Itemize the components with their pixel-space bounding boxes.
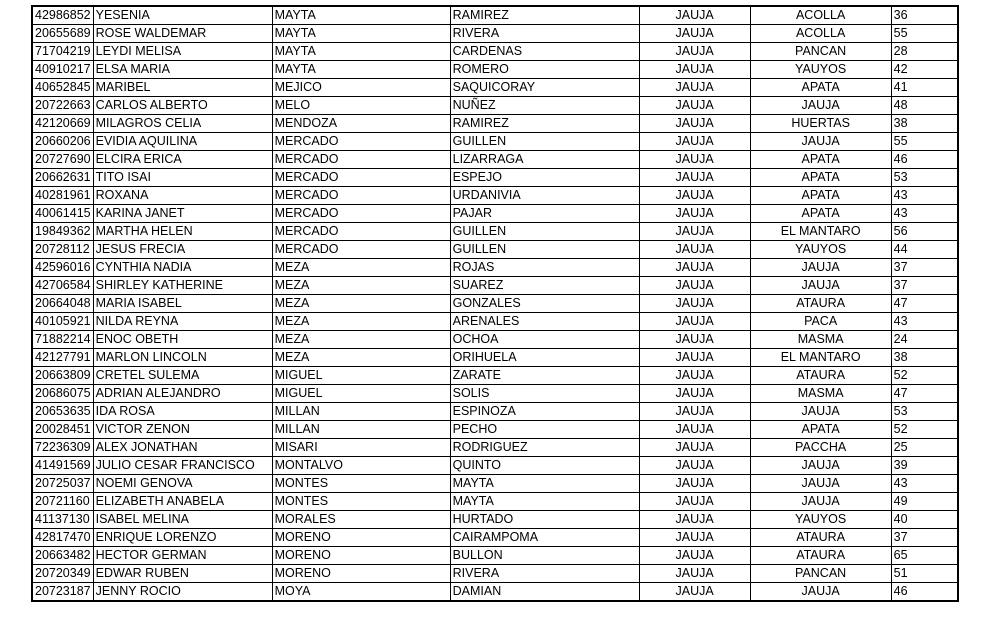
dni-cell: 20686075 (32, 385, 93, 403)
maternal-surname-cell: PECHO (450, 421, 639, 439)
dni-cell: 20721160 (32, 493, 93, 511)
maternal-surname-cell: URDANIVIA (450, 187, 639, 205)
given-names-cell: MARTHA HELEN (93, 223, 272, 241)
maternal-surname-cell: RAMIREZ (450, 115, 639, 133)
given-names-cell: EDWAR RUBEN (93, 565, 272, 583)
dni-cell: 20722663 (32, 97, 93, 115)
paternal-surname-cell: MIGUEL (272, 367, 450, 385)
province-cell: JAUJA (639, 331, 750, 349)
maternal-surname-cell: SUAREZ (450, 277, 639, 295)
province-cell: JAUJA (639, 313, 750, 331)
maternal-surname-cell: ESPEJO (450, 169, 639, 187)
paternal-surname-cell: MERCADO (272, 169, 450, 187)
district-cell: JAUJA (750, 457, 891, 475)
age-cell: 55 (891, 133, 958, 151)
table-row (32, 151, 958, 169)
district-cell: PANCAN (750, 565, 891, 583)
paternal-surname-cell: MORENO (272, 565, 450, 583)
paternal-surname-cell: MORENO (272, 529, 450, 547)
province-cell: JAUJA (639, 61, 750, 79)
given-names-cell: ELIZABETH ANABELA (93, 493, 272, 511)
paternal-surname-cell: MAYTA (272, 6, 450, 25)
paternal-surname-cell: MEJICO (272, 79, 450, 97)
table-row (32, 79, 958, 97)
district-cell: APATA (750, 187, 891, 205)
province-cell: JAUJA (639, 241, 750, 259)
maternal-surname-cell: SOLIS (450, 385, 639, 403)
age-cell: 36 (891, 6, 958, 25)
paternal-surname-cell: MILLAN (272, 421, 450, 439)
paternal-surname-cell: MOYA (272, 583, 450, 602)
dni-cell: 20663482 (32, 547, 93, 565)
district-cell: ATAURA (750, 295, 891, 313)
paternal-surname-cell: MEZA (272, 295, 450, 313)
province-cell: JAUJA (639, 187, 750, 205)
dni-cell: 40910217 (32, 61, 93, 79)
dni-cell: 40105921 (32, 313, 93, 331)
given-names-cell: ADRIAN ALEJANDRO (93, 385, 272, 403)
dni-cell: 20028451 (32, 421, 93, 439)
province-cell: JAUJA (639, 115, 750, 133)
district-cell: ATAURA (750, 547, 891, 565)
table-row (32, 6, 958, 25)
paternal-surname-cell: MEZA (272, 349, 450, 367)
district-cell: YAUYOS (750, 241, 891, 259)
paternal-surname-cell: MEZA (272, 331, 450, 349)
dni-cell: 42127791 (32, 349, 93, 367)
maternal-surname-cell: RIVERA (450, 25, 639, 43)
province-cell: JAUJA (639, 511, 750, 529)
table-row (32, 61, 958, 79)
district-cell: YAUYOS (750, 511, 891, 529)
dni-cell: 42986852 (32, 6, 93, 25)
dni-cell: 20660206 (32, 133, 93, 151)
age-cell: 24 (891, 331, 958, 349)
given-names-cell: JENNY ROCIO (93, 583, 272, 602)
given-names-cell: ISABEL MELINA (93, 511, 272, 529)
district-cell: MASMA (750, 331, 891, 349)
province-cell: JAUJA (639, 529, 750, 547)
paternal-surname-cell: MISARI (272, 439, 450, 457)
district-cell: ACOLLA (750, 6, 891, 25)
paternal-surname-cell: MERCADO (272, 151, 450, 169)
district-cell: PANCAN (750, 43, 891, 61)
paternal-surname-cell: MEZA (272, 313, 450, 331)
district-cell: APATA (750, 421, 891, 439)
age-cell: 38 (891, 115, 958, 133)
dni-cell: 19849362 (32, 223, 93, 241)
district-cell: JAUJA (750, 133, 891, 151)
dni-cell: 71704219 (32, 43, 93, 61)
maternal-surname-cell: GONZALES (450, 295, 639, 313)
district-cell: JAUJA (750, 97, 891, 115)
paternal-surname-cell: MAYTA (272, 61, 450, 79)
age-cell: 42 (891, 61, 958, 79)
dni-cell: 20662631 (32, 169, 93, 187)
maternal-surname-cell: ROJAS (450, 259, 639, 277)
table-row (32, 403, 958, 421)
paternal-surname-cell: MONTES (272, 475, 450, 493)
table-row (32, 457, 958, 475)
maternal-surname-cell: GUILLEN (450, 133, 639, 151)
district-cell: JAUJA (750, 403, 891, 421)
table-row (32, 133, 958, 151)
age-cell: 65 (891, 547, 958, 565)
maternal-surname-cell: MAYTA (450, 475, 639, 493)
age-cell: 46 (891, 151, 958, 169)
table-row (32, 565, 958, 583)
dni-cell: 41137130 (32, 511, 93, 529)
province-cell: JAUJA (639, 223, 750, 241)
dni-cell: 40281961 (32, 187, 93, 205)
table-row (32, 25, 958, 43)
province-cell: JAUJA (639, 457, 750, 475)
maternal-surname-cell: OCHOA (450, 331, 639, 349)
maternal-surname-cell: NUÑEZ (450, 97, 639, 115)
district-cell: APATA (750, 151, 891, 169)
age-cell: 44 (891, 241, 958, 259)
province-cell: JAUJA (639, 97, 750, 115)
table-row (32, 205, 958, 223)
district-cell: YAUYOS (750, 61, 891, 79)
given-names-cell: ROSE WALDEMAR (93, 25, 272, 43)
table-row (32, 475, 958, 493)
district-cell: MASMA (750, 385, 891, 403)
province-cell: JAUJA (639, 493, 750, 511)
given-names-cell: EVIDIA AQUILINA (93, 133, 272, 151)
dni-cell: 20725037 (32, 475, 93, 493)
age-cell: 43 (891, 313, 958, 331)
paternal-surname-cell: MENDOZA (272, 115, 450, 133)
maternal-surname-cell: CARDENAS (450, 43, 639, 61)
province-cell: JAUJA (639, 295, 750, 313)
table-row (32, 259, 958, 277)
age-cell: 43 (891, 205, 958, 223)
district-cell: JAUJA (750, 259, 891, 277)
age-cell: 52 (891, 367, 958, 385)
dni-cell: 40061415 (32, 205, 93, 223)
given-names-cell: KARINA JANET (93, 205, 272, 223)
given-names-cell: MARLON LINCOLN (93, 349, 272, 367)
age-cell: 53 (891, 169, 958, 187)
given-names-cell: LEYDI MELISA (93, 43, 272, 61)
paternal-surname-cell: MAYTA (272, 25, 450, 43)
paternal-surname-cell: MORALES (272, 511, 450, 529)
given-names-cell: ELCIRA ERICA (93, 151, 272, 169)
table-row (32, 493, 958, 511)
given-names-cell: CARLOS ALBERTO (93, 97, 272, 115)
age-cell: 37 (891, 529, 958, 547)
province-cell: JAUJA (639, 151, 750, 169)
table-row (32, 43, 958, 61)
paternal-surname-cell: MELO (272, 97, 450, 115)
table-row (32, 385, 958, 403)
province-cell: JAUJA (639, 79, 750, 97)
age-cell: 25 (891, 439, 958, 457)
table-row (32, 241, 958, 259)
age-cell: 37 (891, 277, 958, 295)
dni-cell: 20720349 (32, 565, 93, 583)
dni-cell: 20664048 (32, 295, 93, 313)
table-row (32, 223, 958, 241)
dni-cell: 72236309 (32, 439, 93, 457)
maternal-surname-cell: CAIRAMPOMA (450, 529, 639, 547)
table-row (32, 97, 958, 115)
age-cell: 56 (891, 223, 958, 241)
dni-cell: 42817470 (32, 529, 93, 547)
age-cell: 52 (891, 421, 958, 439)
table-row (32, 529, 958, 547)
paternal-surname-cell: MILLAN (272, 403, 450, 421)
province-cell: JAUJA (639, 565, 750, 583)
records-table (31, 5, 959, 602)
dni-cell: 42120669 (32, 115, 93, 133)
table-row (32, 367, 958, 385)
district-cell: ATAURA (750, 529, 891, 547)
records-table-body (32, 6, 958, 601)
age-cell: 38 (891, 349, 958, 367)
district-cell: JAUJA (750, 277, 891, 295)
age-cell: 55 (891, 25, 958, 43)
paternal-surname-cell: MERCADO (272, 133, 450, 151)
district-cell: APATA (750, 79, 891, 97)
province-cell: JAUJA (639, 403, 750, 421)
province-cell: JAUJA (639, 547, 750, 565)
province-cell: JAUJA (639, 385, 750, 403)
maternal-surname-cell: ROMERO (450, 61, 639, 79)
given-names-cell: ELSA MARIA (93, 61, 272, 79)
district-cell: JAUJA (750, 493, 891, 511)
age-cell: 39 (891, 457, 958, 475)
province-cell: JAUJA (639, 6, 750, 25)
age-cell: 47 (891, 385, 958, 403)
province-cell: JAUJA (639, 205, 750, 223)
paternal-surname-cell: MERCADO (272, 205, 450, 223)
district-cell: ATAURA (750, 367, 891, 385)
given-names-cell: IDA ROSA (93, 403, 272, 421)
paternal-surname-cell: MERCADO (272, 187, 450, 205)
given-names-cell: MARIA ISABEL (93, 295, 272, 313)
maternal-surname-cell: DAMIAN (450, 583, 639, 602)
paternal-surname-cell: MERCADO (272, 241, 450, 259)
district-cell: APATA (750, 205, 891, 223)
maternal-surname-cell: GUILLEN (450, 241, 639, 259)
given-names-cell: ENRIQUE LORENZO (93, 529, 272, 547)
district-cell: JAUJA (750, 475, 891, 493)
maternal-surname-cell: GUILLEN (450, 223, 639, 241)
province-cell: JAUJA (639, 277, 750, 295)
district-cell: EL MANTARO (750, 349, 891, 367)
paternal-surname-cell: MONTALVO (272, 457, 450, 475)
dni-cell: 42706584 (32, 277, 93, 295)
dni-cell: 40652845 (32, 79, 93, 97)
paternal-surname-cell: MERCADO (272, 223, 450, 241)
given-names-cell: SHIRLEY KATHERINE (93, 277, 272, 295)
table-row (32, 349, 958, 367)
age-cell: 53 (891, 403, 958, 421)
dni-cell: 42596016 (32, 259, 93, 277)
given-names-cell: MARIBEL (93, 79, 272, 97)
age-cell: 49 (891, 493, 958, 511)
given-names-cell: NILDA REYNA (93, 313, 272, 331)
given-names-cell: MILAGROS CELIA (93, 115, 272, 133)
age-cell: 43 (891, 187, 958, 205)
province-cell: JAUJA (639, 583, 750, 602)
district-cell: ACOLLA (750, 25, 891, 43)
dni-cell: 20655689 (32, 25, 93, 43)
maternal-surname-cell: PAJAR (450, 205, 639, 223)
given-names-cell: TITO ISAI (93, 169, 272, 187)
dni-cell: 20728112 (32, 241, 93, 259)
age-cell: 46 (891, 583, 958, 602)
dni-cell: 71882214 (32, 331, 93, 349)
table-row (32, 511, 958, 529)
province-cell: JAUJA (639, 421, 750, 439)
table-row (32, 547, 958, 565)
given-names-cell: ENOC OBETH (93, 331, 272, 349)
maternal-surname-cell: RODRIGUEZ (450, 439, 639, 457)
province-cell: JAUJA (639, 43, 750, 61)
province-cell: JAUJA (639, 439, 750, 457)
given-names-cell: CYNTHIA NADIA (93, 259, 272, 277)
table-row (32, 421, 958, 439)
given-names-cell: CRETEL SULEMA (93, 367, 272, 385)
maternal-surname-cell: RAMIREZ (450, 6, 639, 25)
dni-cell: 20727690 (32, 151, 93, 169)
dni-cell: 20653635 (32, 403, 93, 421)
district-cell: JAUJA (750, 583, 891, 602)
district-cell: PACA (750, 313, 891, 331)
age-cell: 40 (891, 511, 958, 529)
maternal-surname-cell: HURTADO (450, 511, 639, 529)
province-cell: JAUJA (639, 259, 750, 277)
given-names-cell: YESENIA (93, 6, 272, 25)
age-cell: 47 (891, 295, 958, 313)
table-row (32, 277, 958, 295)
province-cell: JAUJA (639, 475, 750, 493)
district-cell: HUERTAS (750, 115, 891, 133)
province-cell: JAUJA (639, 367, 750, 385)
table-row (32, 583, 958, 602)
age-cell: 28 (891, 43, 958, 61)
maternal-surname-cell: LIZARRAGA (450, 151, 639, 169)
maternal-surname-cell: ESPINOZA (450, 403, 639, 421)
district-cell: APATA (750, 169, 891, 187)
province-cell: JAUJA (639, 349, 750, 367)
maternal-surname-cell: QUINTO (450, 457, 639, 475)
table-row (32, 439, 958, 457)
district-cell: PACCHA (750, 439, 891, 457)
paternal-surname-cell: MAYTA (272, 43, 450, 61)
maternal-surname-cell: ZARATE (450, 367, 639, 385)
given-names-cell: JESUS FRECIA (93, 241, 272, 259)
paternal-surname-cell: MEZA (272, 277, 450, 295)
maternal-surname-cell: BULLON (450, 547, 639, 565)
dni-cell: 20723187 (32, 583, 93, 602)
table-row (32, 295, 958, 313)
table-row (32, 187, 958, 205)
given-names-cell: JULIO CESAR FRANCISCO (93, 457, 272, 475)
given-names-cell: ALEX JONATHAN (93, 439, 272, 457)
table-row (32, 331, 958, 349)
province-cell: JAUJA (639, 25, 750, 43)
paternal-surname-cell: MEZA (272, 259, 450, 277)
maternal-surname-cell: ARENALES (450, 313, 639, 331)
paternal-surname-cell: MIGUEL (272, 385, 450, 403)
maternal-surname-cell: SAQUICORAY (450, 79, 639, 97)
given-names-cell: ROXANA (93, 187, 272, 205)
maternal-surname-cell: ORIHUELA (450, 349, 639, 367)
given-names-cell: VICTOR ZENON (93, 421, 272, 439)
province-cell: JAUJA (639, 169, 750, 187)
age-cell: 48 (891, 97, 958, 115)
paternal-surname-cell: MONTES (272, 493, 450, 511)
age-cell: 51 (891, 565, 958, 583)
dni-cell: 20663809 (32, 367, 93, 385)
given-names-cell: NOEMI GENOVA (93, 475, 272, 493)
age-cell: 37 (891, 259, 958, 277)
maternal-surname-cell: RIVERA (450, 565, 639, 583)
table-row (32, 169, 958, 187)
maternal-surname-cell: MAYTA (450, 493, 639, 511)
age-cell: 43 (891, 475, 958, 493)
age-cell: 41 (891, 79, 958, 97)
district-cell: EL MANTARO (750, 223, 891, 241)
dni-cell: 41491569 (32, 457, 93, 475)
table-row (32, 115, 958, 133)
province-cell: JAUJA (639, 133, 750, 151)
paternal-surname-cell: MORENO (272, 547, 450, 565)
given-names-cell: HECTOR GERMAN (93, 547, 272, 565)
table-row (32, 313, 958, 331)
